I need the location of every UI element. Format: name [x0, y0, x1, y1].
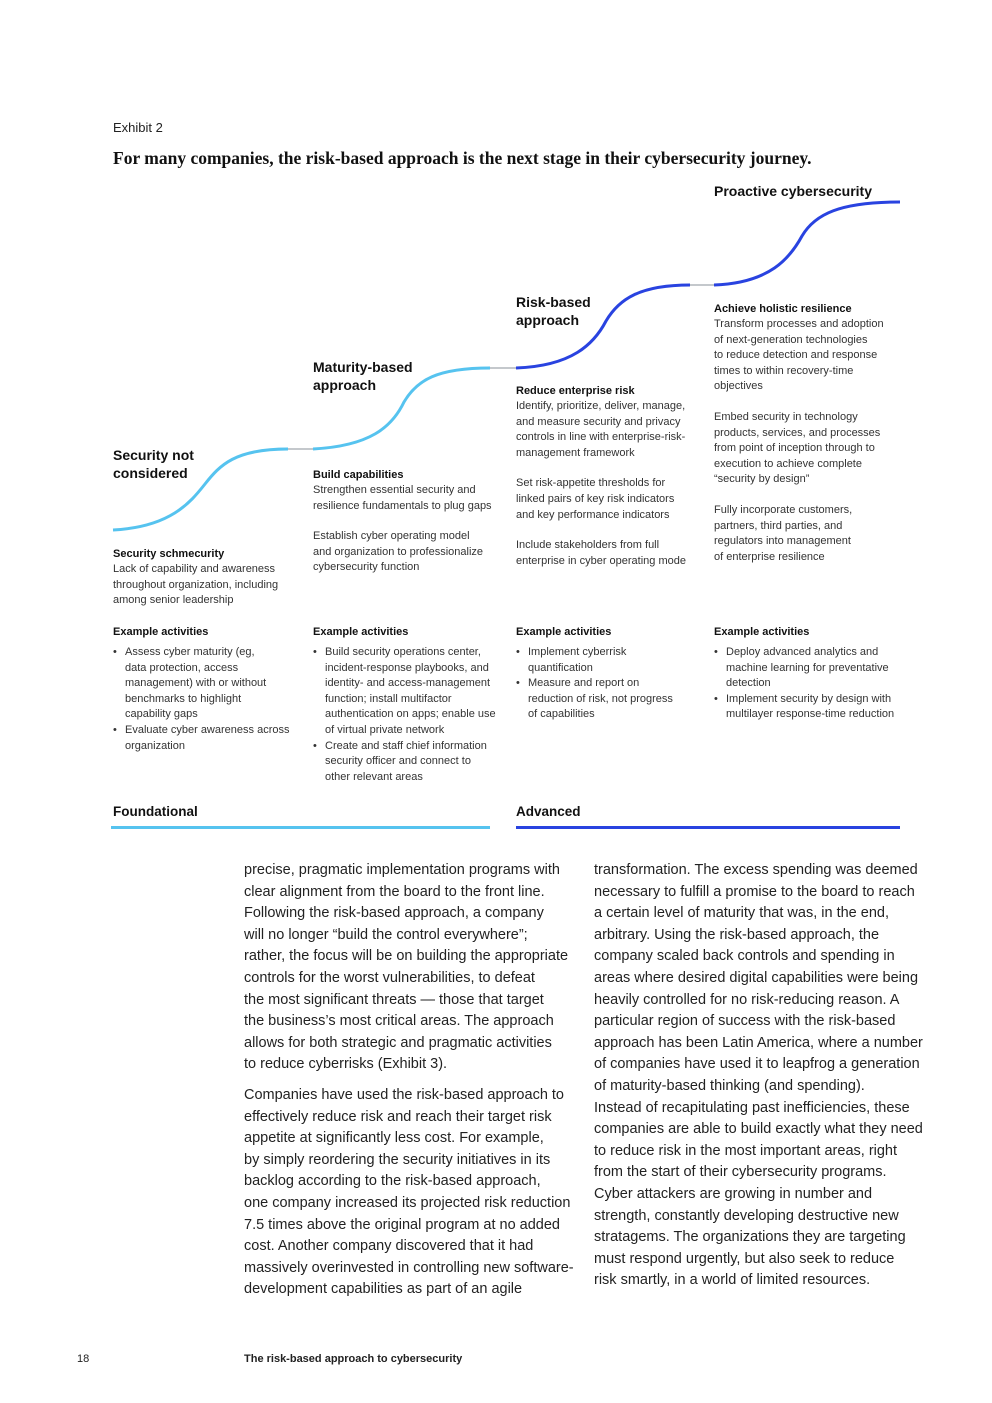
stage-description-maturity-based — [313, 468, 508, 591]
exhibit-title: For many companies, the risk-based approach is the next stage in their cybersecurity journey. — [113, 148, 812, 168]
body-paragraph: Companies have used the risk-based approach to effectively reduce risk and reach their target risk appetite at significantly less cost. For example, by simply reordering the security initiatives in its backlog according to the risk-based approach, one company increased its projected risk reduction 7.5 times above the original program at no added cost. Another company discovered that it had massively overinvested in controlling new software- development capabilities as part of an agile — [244, 1086, 574, 1298]
stage-title-proactive: Proactive cybersecurity — [714, 183, 872, 199]
example-activity-item: • Assess cyber maturity (eg, data protection, access management) with or without benchmarks to highlight capability gaps — [113, 645, 308, 723]
stage-paragraph: Fully incorporate customers, partners, third parties, and regulators into management of enterprise resilience — [714, 503, 853, 563]
stage-description-risk-based — [516, 384, 708, 584]
stage-title-maturity-based: Maturity-based approach — [313, 359, 413, 393]
body-column-right — [594, 860, 939, 1301]
example-activities-maturity-based — [313, 626, 508, 785]
example-activity-item: • Deploy advanced analytics and machine learning for preventative detection — [714, 645, 914, 692]
body-column-left — [244, 860, 584, 1310]
publication-title: The risk-based approach to cybersecurity — [244, 1353, 463, 1365]
stage-paragraph: Identify, prioritize, deliver, manage, and measure security and privacy controls in line with enterprise-risk- management framework — [516, 400, 686, 459]
band-label-advanced: Advanced — [516, 804, 581, 819]
stage-paragraph: Embed security in technology products, services, and processes from point of inception through to execution to achieve complete “security by design” — [714, 410, 881, 486]
band-line-advanced — [516, 826, 900, 829]
example-activity-item: • Build security operations center, incident-response playbooks, and identity- and access-management function; install multifactor authentication on apps; enable use of virtual private network — [313, 645, 508, 739]
example-activities-heading: Example activities — [313, 626, 409, 638]
stage-paragraph: Include stakeholders from full enterprise in cyber operating mode — [516, 539, 686, 567]
stage-paragraph: Establish cyber operating model and organization to professionalize cybersecurity function — [313, 530, 484, 574]
example-activities-risk-based — [516, 626, 708, 723]
example-activity-item: • Create and staff chief information security officer and connect to other relevant areas — [313, 739, 508, 786]
example-activity-item: • Implement security by design with multilayer response-time reduction — [714, 692, 914, 723]
stage-title-security-not-considered: Security not considered — [113, 447, 194, 481]
example-activities-proactive — [714, 626, 914, 723]
stage-title-risk-based: Risk-based approach — [516, 294, 591, 328]
stage-subtitle: Build capabilities — [313, 469, 404, 481]
example-activity-item: • Implement cyberrisk quantification — [516, 645, 708, 676]
stage-subtitle: Achieve holistic resilience — [714, 303, 852, 315]
stage-description-proactive — [714, 302, 904, 580]
stage-paragraph: Strengthen essential security and resilience fundamentals to plug gaps — [313, 484, 492, 512]
stage-description-security-not-considered — [113, 547, 303, 624]
page-number: 18 — [77, 1353, 90, 1365]
stage-paragraph: Transform processes and adoption of next-generation technologies to reduce detection and response times to within recovery-time objectives — [714, 318, 884, 393]
body-paragraph: transformation. The excess spending was deemed necessary to fulfill a promise to the board to reach a certain level of maturity that was, in the end, arbitrary. Using the risk-based approach, the company scaled back controls and spending in areas where desired digital capabilities were being heavily controlled for no risk-reducing reason. A particular region of success with the risk-based approach has been Latin America, where a number of companies have used it to leapfrog a generation of maturity-based thinking (and spending). Instead of recapitulating past inefficiencies, these companies are able to build exactly what they need to reduce risk in the most important areas, right from the start of their cybersecurity programs. Cyber attackers are growing in number and strength, constantly developing destructive new stratagems. The organizations they are targeting must respond urgently, but also seek to reduce risk smartly, in a world of limited resources. — [594, 862, 923, 1289]
stage-paragraph: Lack of capability and awareness throughout organization, including among senior leadership — [113, 563, 279, 607]
stage-subtitle: Security schmecurity — [113, 548, 225, 560]
band-label-foundational: Foundational — [113, 804, 198, 819]
example-activities-security-not-considered — [113, 626, 308, 754]
example-activity-item: • Evaluate cyber awareness across organization — [113, 723, 308, 754]
example-activities-heading: Example activities — [113, 626, 209, 638]
example-activity-item: • Measure and report on reduction of risk, not progress of capabilities — [516, 676, 708, 723]
example-activities-heading: Example activities — [714, 626, 810, 638]
example-activities-heading: Example activities — [516, 626, 612, 638]
curve-segment-proactive — [714, 202, 900, 285]
stage-paragraph: Set risk-appetite thresholds for linked pairs of key risk indicators and key performance indicators — [516, 477, 675, 521]
band-line-foundational — [111, 826, 490, 829]
stage-subtitle: Reduce enterprise risk — [516, 385, 635, 397]
exhibit-label: Exhibit 2 — [113, 120, 163, 135]
body-paragraph: precise, pragmatic implementation programs with clear alignment from the board to the front line. Following the risk-based approach, a company will no longer “build the control everywhere”; rather, the focus will be on building the appropriate controls for the worst vulnerabilities, to defeat the most significant threats — those that target the business’s most critical areas. The approach allows for both strategic and pragmatic activities to reduce cyberrisks (Exhibit 3). — [244, 862, 569, 1073]
